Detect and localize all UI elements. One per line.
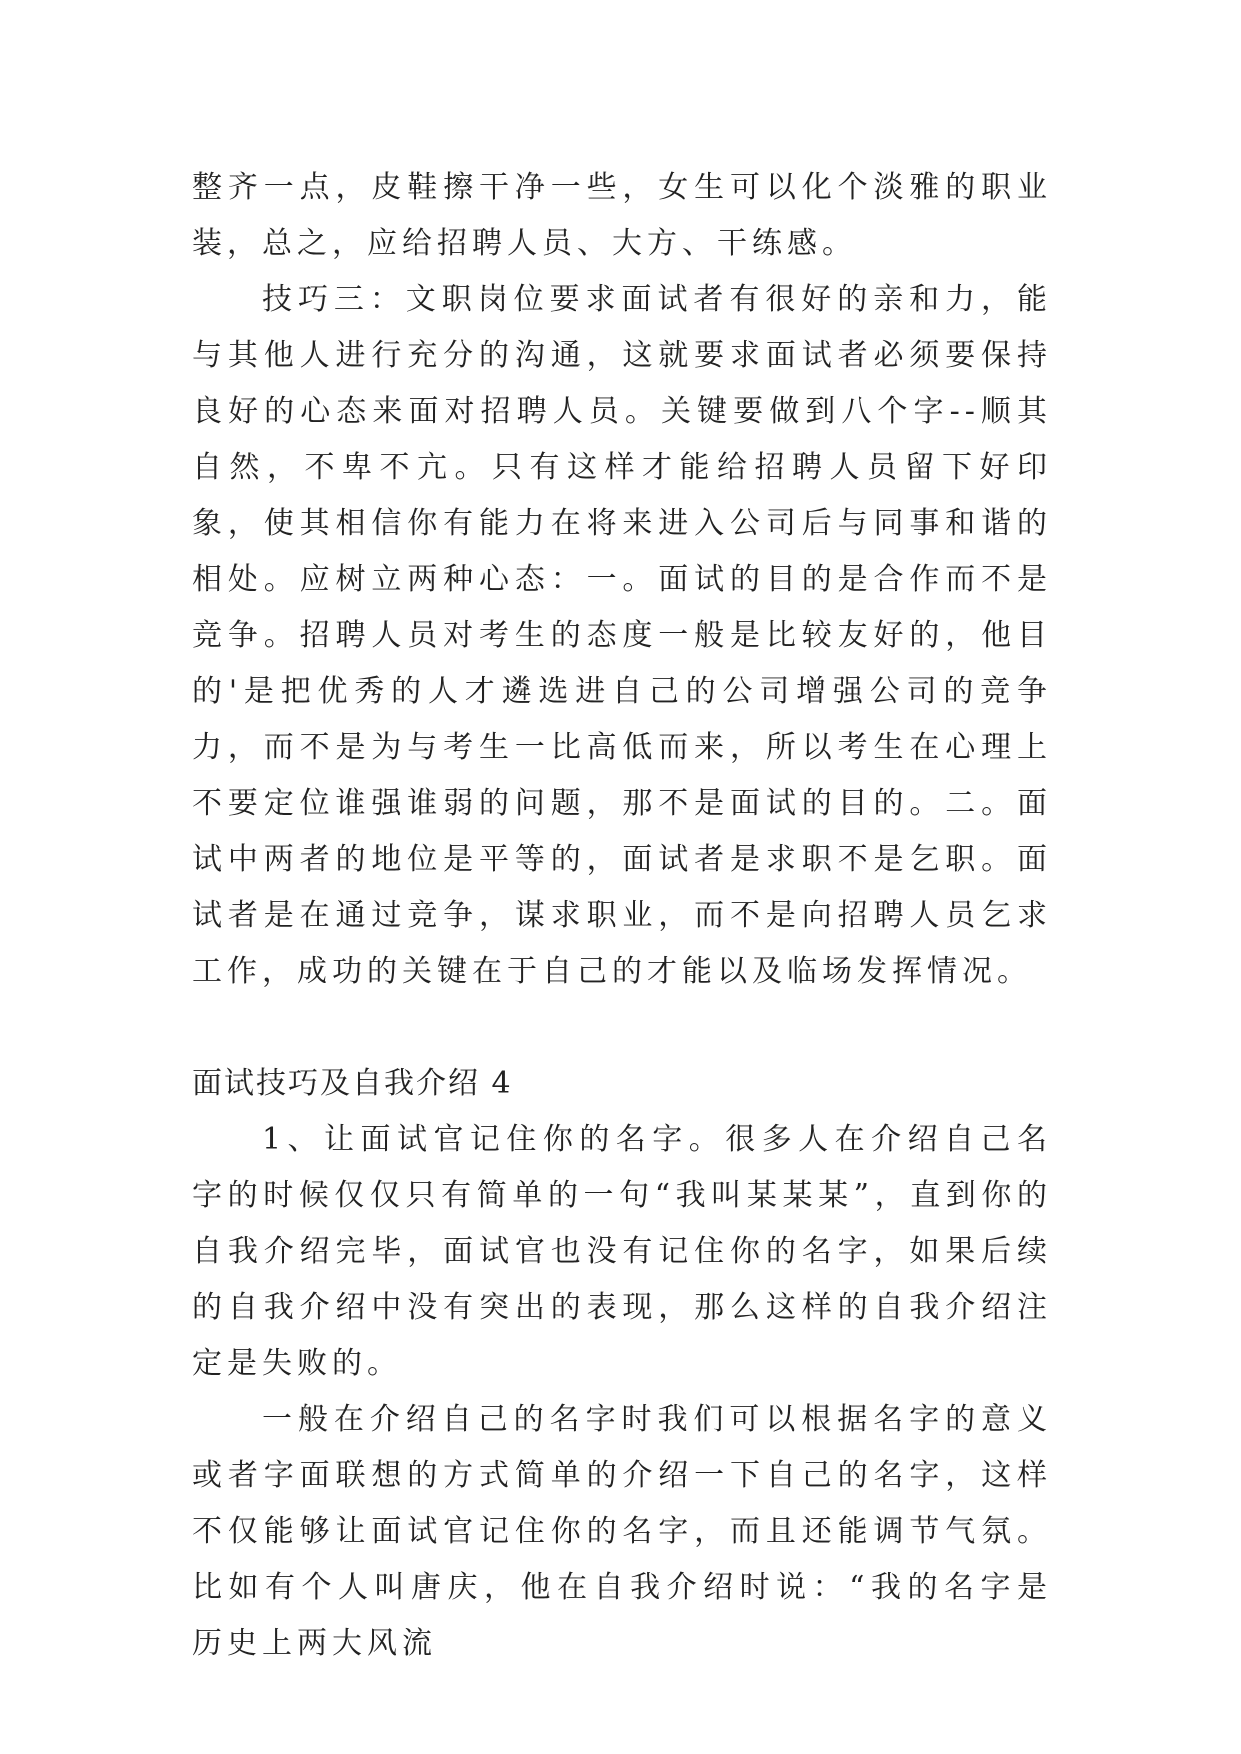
section-heading: 面试技巧及自我介绍 4 bbox=[192, 1066, 513, 1101]
paragraph-name-introduction: 一般在介绍自己的名字时我们可以根据名字的意义或者字面联想的方式简单的介绍一下自己的名字，这样不仅能够让面试官记住你的名字，而且还能调节气氛。比如有个人叫唐庆，他在自我介绍时说：“我的名字是历史上两大风流 bbox=[192, 1402, 1052, 1661]
document-body bbox=[192, 160, 1052, 1672]
paragraph-tip-three: 技巧三：文职岗位要求面试者有很好的亲和力，能与其他人进行充分的沟通，这就要求面试者必须要保持良好的心态来面对招聘人员。关键要做到八个字--顺其自然，不卑不亢。只有这样才能给招聘人员留下好印象，使其相信你有能力在将来进入公司后与同事和谐的相处。应树立两种心态：一。面试的目的是合作而不是竞争。招聘人员对考生的态度一般是比较友好的，他目的'是把优秀的人才遴选进自己的公司增强公司的竞争力，而不是为与考生一比高低而来，所以考生在心理上不要定位谁强谁弱的问题，那不是面试的目的。二。面试中两者的地位是平等的，面试者是求职不是乞职。面试者是在通过竞争，谋求职业，而不是向招聘人员乞求工作，成功的关键在于自己的才能以及临场发挥情况。 bbox=[192, 282, 1052, 989]
paragraph-dress-advice: 整齐一点，皮鞋擦干净一些，女生可以化个淡雅的职业装，总之，应给招聘人员、大方、干练感。 bbox=[192, 170, 1052, 261]
paragraph-remember-name: 1、让面试官记住你的名字。很多人在介绍自己名字的时候仅仅只有简单的一句“我叫某某某”，直到你的自我介绍完毕，面试官也没有记住你的名字，如果后续的自我介绍中没有突出的表现，那么这样的自我介绍注定是失败的。 bbox=[192, 1122, 1052, 1381]
